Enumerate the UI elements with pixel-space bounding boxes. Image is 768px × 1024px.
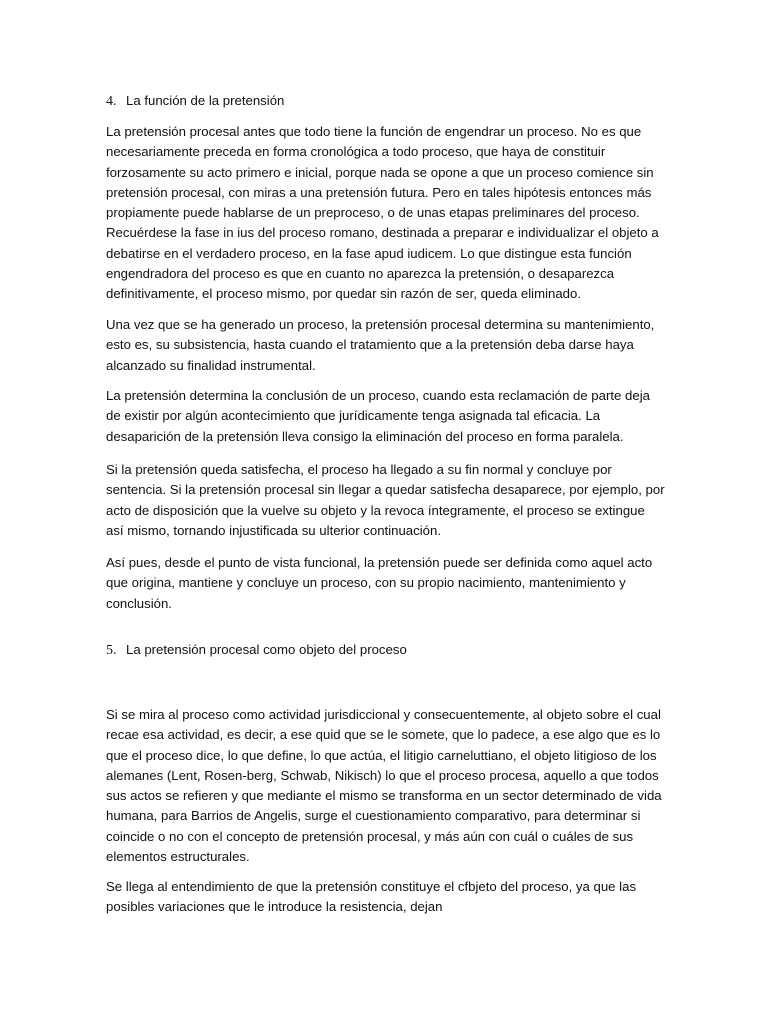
paragraph: Así pues, desde el punto de vista funcional, la pretensión puede ser definida como aquel acto que origina, mantiene y concluye un proceso, con su propio nacimiento, mantenimiento y conclusión. [106, 555, 653, 611]
section-title: La pretensión procesal como objeto del proceso [126, 642, 407, 657]
paragraph: Se llega al entendimiento de que la pretensión constituye el cfbjeto del proceso, ya que las posibles variaciones que le introduce la resistencia, dejan [106, 879, 637, 915]
paragraph: La pretensión procesal antes que todo tiene la función de engendrar un proceso. No es que necesariamente preceda en forma cronológica a todo proceso, que haya de constituir forzosamente su acto primero e inicial, porque nada se opone a que un proceso comience sin pretensión procesal, con miras a una pretensión futura. Pero en tales hipótesis entonces más propiamente puede hablarse de un preproceso, o de unas etapas preliminares del proceso. Recuérdese la fase in ius del proceso romano, destinada a preparar e individualizar el objeto a debatirse en el verdadero proceso, en la fase apud iudicem. Lo que distingue esta función engendradora del proceso es que en cuanto no aparezca la pretensión, o desaparezca definitivamente, el proceso mismo, por quedar sin razón de ser, queda eliminado. [106, 124, 659, 302]
paragraph: Si se mira al proceso como actividad jurisdiccional y consecuentemente, al objeto sobre el cual recae esa actividad, es decir, a ese quid que se le somete, que lo padece, a ese algo que es lo que el proceso dice, lo que define, lo que actúa, el litigio carneluttiano, el objeto litigioso de los alemanes (Lent, Rosen-berg, Schwab, Nikisch) lo que el proceso procesa, aquello a que todos sus actos se refieren y que mediante el mismo se transforma en un sector determinado de vida humana, para Barrios de Angelis, surge el cuestionamiento comparativo, para determinar si coincide o no con el concepto de pretensión procesal, y más aún con cuál o cuáles de sus elementos estructurales. [106, 707, 662, 865]
section-heading-4 [106, 91, 666, 112]
paragraph: La pretensión determina la conclusión de un proceso, cuando esta reclamación de parte deja de existir por algún acontecimiento que jurídicamente tenga asignada tal eficacia. La desaparición de la pretensión lleva consigo la eliminación del proceso en forma paralela. [106, 388, 650, 444]
paragraph: Si la pretensión queda satisfecha, el proceso ha llegado a su fin normal y concluye por sentencia. Si la pretensión procesal sin llegar a quedar satisfecha desaparece, por ejemplo, por acto de disposición que la vuelve su objeto y la revoca íntegramente, el proceso se extingue así mismo, tornando injustificada su ulterior continuación. [106, 462, 665, 538]
paragraph: Una vez que se ha generado un proceso, la pretensión procesal determina su mantenimiento, esto es, su subsistencia, hasta cuando el tratamiento que a la pretensión deba darse haya alcanzado su finalidad instrumental. [106, 317, 655, 373]
section-number: 5. [106, 643, 117, 658]
section-title: La función de la pretensión [126, 93, 285, 108]
section-heading-5 [106, 640, 666, 661]
section-number: 4. [106, 94, 117, 109]
